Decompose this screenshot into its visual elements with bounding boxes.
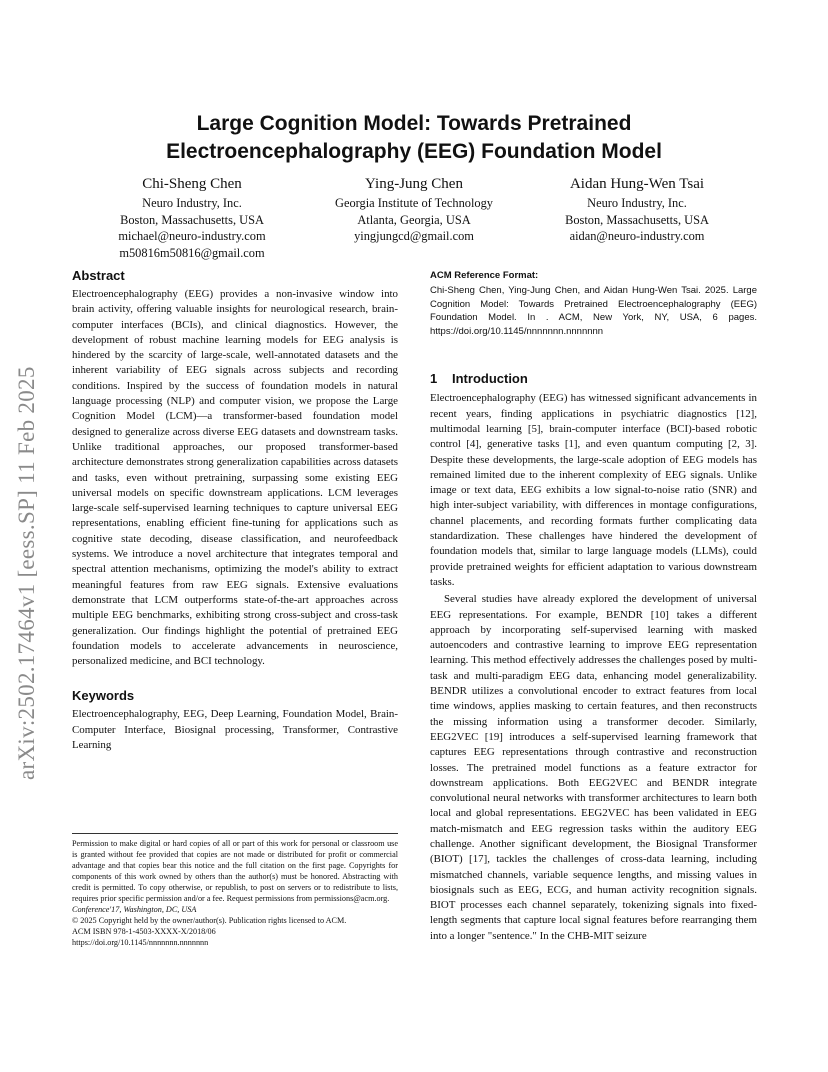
author-affiliation: Georgia Institute of Technology [335,196,493,210]
copyright-line: © 2025 Copyright held by the owner/author(s). Publication rights licensed to ACM. [72,916,347,925]
acm-reference-heading: ACM Reference Format: [430,270,539,281]
permission-notice: Permission to make digital or hard copies of all or part of this work for personal or classroom use is granted without fee provided that copies are not made or distributed for profit or commercial advantage and that copies bear this notice and the full citation on the first page. Copyrights for components of this work owned by others than the author(s) must be honored. Abstracting with credit is permitted. To copy otherwise, or republish, to post on servers or to redistribute to lists, requires prior specific permission and/or a fee. Request permissions from permissions@acm.org. [72,839,398,903]
author-1 [62,175,322,261]
author-location: Atlanta, Georgia, USA [357,212,471,227]
introduction-paragraph-1: Electroencephalography (EEG) has witnessed significant advancements in recent years, finding applications in psychiatric diagnostics [12], multimodal learning [5], brain-computer interface (BCI)-based robotic control [4], generative tasks [1], and even quantum computing [2, 3]. Despite these developments, the large-scale adoption of EEG models has remained limited due to the inherent complexity of EEG signals. Unlike image or text data, EEG exhibits a low signal-to-noise ratio (SNR) and high inter-subject variability, with differences in montage configurations, channel placements, and recording formats further complicating data standardization. These challenges have hindered the development of foundation models that, similar to large language models (LLMs), could provide pretrained weights for efficient adaptation to various downstream tasks. [430,392,757,588]
doi-line: https://doi.org/10.1145/nnnnnnn.nnnnnnn [72,938,209,947]
introduction-heading [430,371,757,387]
keywords-text: Electroencephalography, EEG, Deep Learning, Foundation Model, Brain-Computer Interface, Biosignal processing, Transformer, Contrastive Learning [72,708,398,752]
author-email: aidan@neuro-industry.com [569,229,705,244]
keywords-heading: Keywords [72,688,135,704]
left-column [72,268,398,753]
acm-reference-text: Chi-Sheng Chen, Ying-Jung Chen, and Aidan Hung-Wen Tsai. 2025. Large Cognition Model: Towards Pretrained Electroencephalography (EEG) Foundation Model. In . ACM, New York, NY, USA, 6 pages. https://doi.org/10.1145/nnnnnnn.nnnnnnn [430,285,757,337]
arxiv-identifier-stamp: arXiv:2502.17464v1 [eess.SP] 11 Feb 2025 [14,366,39,780]
paper-title-line-1: Large Cognition Model: Towards Pretrained [196,112,632,135]
author-email: michael@neuro-industry.com [118,229,266,244]
author-email: yingjungcd@gmail.com [354,229,474,244]
author-email: m50816m50816@gmail.com [119,245,265,260]
author-affiliation: Neuro Industry, Inc. [142,196,242,210]
paper-title-line-2: Electroencephalography (EEG) Foundation Model [166,140,662,163]
author-2 [284,175,544,245]
author-3 [507,175,767,245]
abstract-heading: Abstract [72,268,125,283]
right-column [430,270,757,944]
paper-title [100,110,728,166]
author-affiliation: Neuro Industry, Inc. [587,196,687,210]
author-name: Chi-Sheng Chen [142,176,242,192]
section-title: Introduction [452,371,528,387]
introduction-paragraph-2: Several studies have already explored the development of universal EEG representations. For example, BENDR [10] takes a different approach by incorporating self-supervised learning with masked autoencoders and contrastive learning to improve EEG representation learning. This method effectively addresses the challenges posed by multi-task and multi-paradigm EEG data, enhancing model generalizability. BENDR utilizes a convolutional encoder to extract features from local time windows, applies masking to certain features, and then reconstructs the missing information using a transformer decoder. Similarly, EEG2VEC [19] introduces a self-supervised learning framework that captures EEG representations through contrastive and reconstruction losses. The pretrained model functions as a feature extractor for downstream applications. Both EEG2VEC and BENDR integrate convolutional neural networks with transformer architectures to learn both local and global representations. EEG2VEC has been validated in EEG match-mismatch and EEG regression tasks within the auditory EEG challenge. Another significant development, the Biosignal Transformer (BIOT) [17], tackles the challenges of cross-data learning, including mismatched channels, variable sequence lengths, and missing values in biosignals such as EEG, ECG, and human activity recognition signals. BIOT processes each channel separately, tokenizing signals into fixed-length segments that capture local signal features before rearranging them into a longer "sentence." In the CHB-MIT seizure [430,593,757,942]
section-number: 1 [430,371,438,387]
conference-line: Conference'17, Washington, DC, USA [72,905,197,914]
author-location: Boston, Massachusetts, USA [120,212,264,227]
author-name: Aidan Hung-Wen Tsai [569,176,705,192]
author-location: Boston, Massachusetts, USA [565,212,709,227]
author-name: Ying-Jung Chen [365,176,463,192]
copyright-footnote [72,833,398,948]
abstract-text: Electroencephalography (EEG) provides a non-invasive window into brain activity, offering valuable insights for neurological research, brain-computer interfaces (BCIs), and clinical diagnostics. However, the development of robust machine learning models for EEG analysis is hindered by the scarcity of large-scale, well-annotated datasets and the inherent variability of EEG signals across subjects and recording conditions. Inspired by the success of foundation models in natural language processing (NLP) and computer vision, we propose the Large Cognition Model (LCM)—a transformer-based foundation model designed to generalize across diverse EEG datasets and downstream tasks. Unlike traditional approaches, our proposed transformer-based architecture demonstrates strong generalization capabilities across datasets and tasks, even without pretraining, surpassing some existing EEG universal models on specific downstream applications. LCM leverages large-scale self-supervised learning techniques to capture universal EEG representations, enabling efficient fine-tuning for applications such as cognitive state decoding, disease classification, and neurofeedback systems. We introduce a novel architecture that integrates temporal and spectral attention mechanisms, optimizing the model's ability to extract meaningful features from raw EEG signals. Extensive evaluations demonstrate that LCM outperforms state-of-the-art approaches across multiple EEG benchmarks, exhibiting strong cross-subject and cross-task generalization. Our findings highlight the potential of pretrained EEG foundation models to accelerate advancements in neuroscience, personalized medicine, and BCI technology. [72,288,398,668]
isbn-line: ACM ISBN 978-1-4503-XXXX-X/2018/06 [72,927,216,936]
